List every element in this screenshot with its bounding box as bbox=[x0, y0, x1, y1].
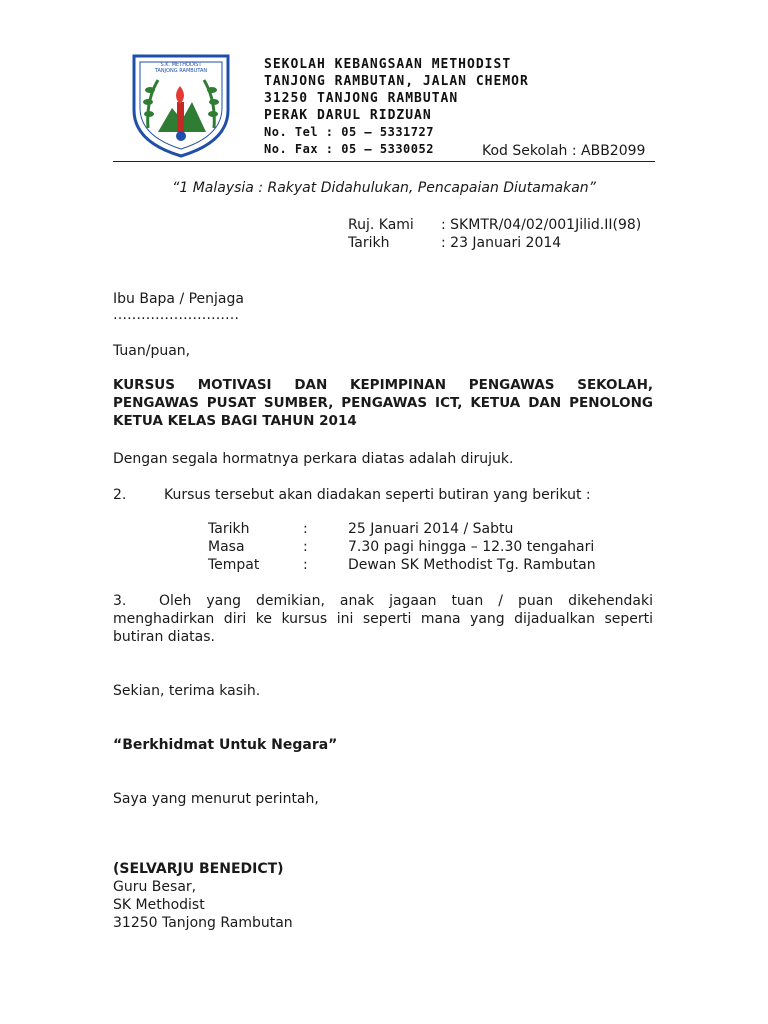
detail-row bbox=[208, 556, 648, 574]
signatory-title: Guru Besar, bbox=[113, 879, 197, 895]
sign-off: Saya yang menurut perintah, bbox=[113, 791, 319, 807]
detail-colon: : bbox=[303, 521, 308, 537]
details-table bbox=[208, 520, 648, 574]
address-line-2: 31250 TANJONG RAMBUTAN bbox=[264, 91, 459, 106]
salutation: Tuan/puan, bbox=[113, 343, 191, 359]
paragraph-3-text: Oleh yang demikian, anak jagaan tuan / puan dikehendaki menghadirkan diri ke kursus ini seperti mana yang dijadualkan seperti butiran diatas. bbox=[113, 593, 653, 645]
paragraph-3-number: 3. bbox=[113, 593, 127, 609]
detail-colon: : bbox=[303, 557, 308, 573]
slogan: “Berkhidmat Untuk Negara” bbox=[113, 737, 338, 753]
school-logo bbox=[128, 50, 234, 160]
detail-value: Dewan SK Methodist Tg. Rambutan bbox=[348, 557, 596, 573]
ruj-label: Ruj. Kami bbox=[348, 217, 414, 233]
motto: “1 Malaysia : Rakyat Didahulukan, Pencapaian Diutamakan” bbox=[172, 180, 596, 196]
address-line-3: PERAK DARUL RIDZUAN bbox=[264, 108, 432, 123]
paragraph-2-text: Kursus tersebut akan diadakan seperti butiran yang berikut : bbox=[164, 487, 591, 503]
school-name: SEKOLAH KEBANGSAAN METHODIST bbox=[264, 57, 512, 72]
paragraph-2-number: 2. bbox=[113, 487, 127, 503]
detail-row bbox=[208, 520, 648, 538]
detail-colon: : bbox=[303, 539, 308, 555]
closing: Sekian, terima kasih. bbox=[113, 683, 261, 699]
detail-label: Masa bbox=[208, 539, 245, 555]
paragraph-3 bbox=[113, 592, 653, 646]
recipient-blank: ……………………… bbox=[113, 307, 239, 323]
ruj-value: : SKMTR/04/02/001Jilid.II(98) bbox=[441, 217, 642, 233]
signatory-school: SK Methodist bbox=[113, 897, 205, 913]
logo-text: S.K. METHODIST TANJONG RAMBUTAN bbox=[154, 62, 208, 74]
fax: No. Fax : 05 – 5330052 bbox=[264, 142, 434, 156]
address-line-1: TANJONG RAMBUTAN, JALAN CHEMOR bbox=[264, 74, 529, 89]
telephone: No. Tel : 05 – 5331727 bbox=[264, 125, 434, 139]
header-divider bbox=[113, 161, 655, 162]
detail-label: Tempat bbox=[208, 557, 260, 573]
letter-subject: KURSUS MOTIVASI DAN KEPIMPINAN PENGAWAS SEKOLAH, PENGAWAS PUSAT SUMBER, PENGAWAS ICT, KETUA DAN PENOLONG KETUA KELAS BAGI TAHUN 2014 bbox=[113, 377, 653, 429]
detail-value: 7.30 pagi hingga – 12.30 tengahari bbox=[348, 539, 595, 555]
date-label: Tarikh bbox=[348, 235, 390, 251]
recipient: Ibu Bapa / Penjaga bbox=[113, 291, 244, 307]
detail-label: Tarikh bbox=[208, 521, 250, 537]
detail-row bbox=[208, 538, 648, 556]
detail-value: 25 Januari 2014 / Sabtu bbox=[348, 521, 514, 537]
signatory-address: 31250 Tanjong Rambutan bbox=[113, 915, 293, 931]
paragraph-1: Dengan segala hormatnya perkara diatas adalah dirujuk. bbox=[113, 451, 514, 467]
signatory-name: (SELVARJU BENEDICT) bbox=[113, 861, 284, 877]
school-code: Kod Sekolah : ABB2099 bbox=[482, 143, 646, 159]
date-value: : 23 Januari 2014 bbox=[441, 235, 562, 251]
